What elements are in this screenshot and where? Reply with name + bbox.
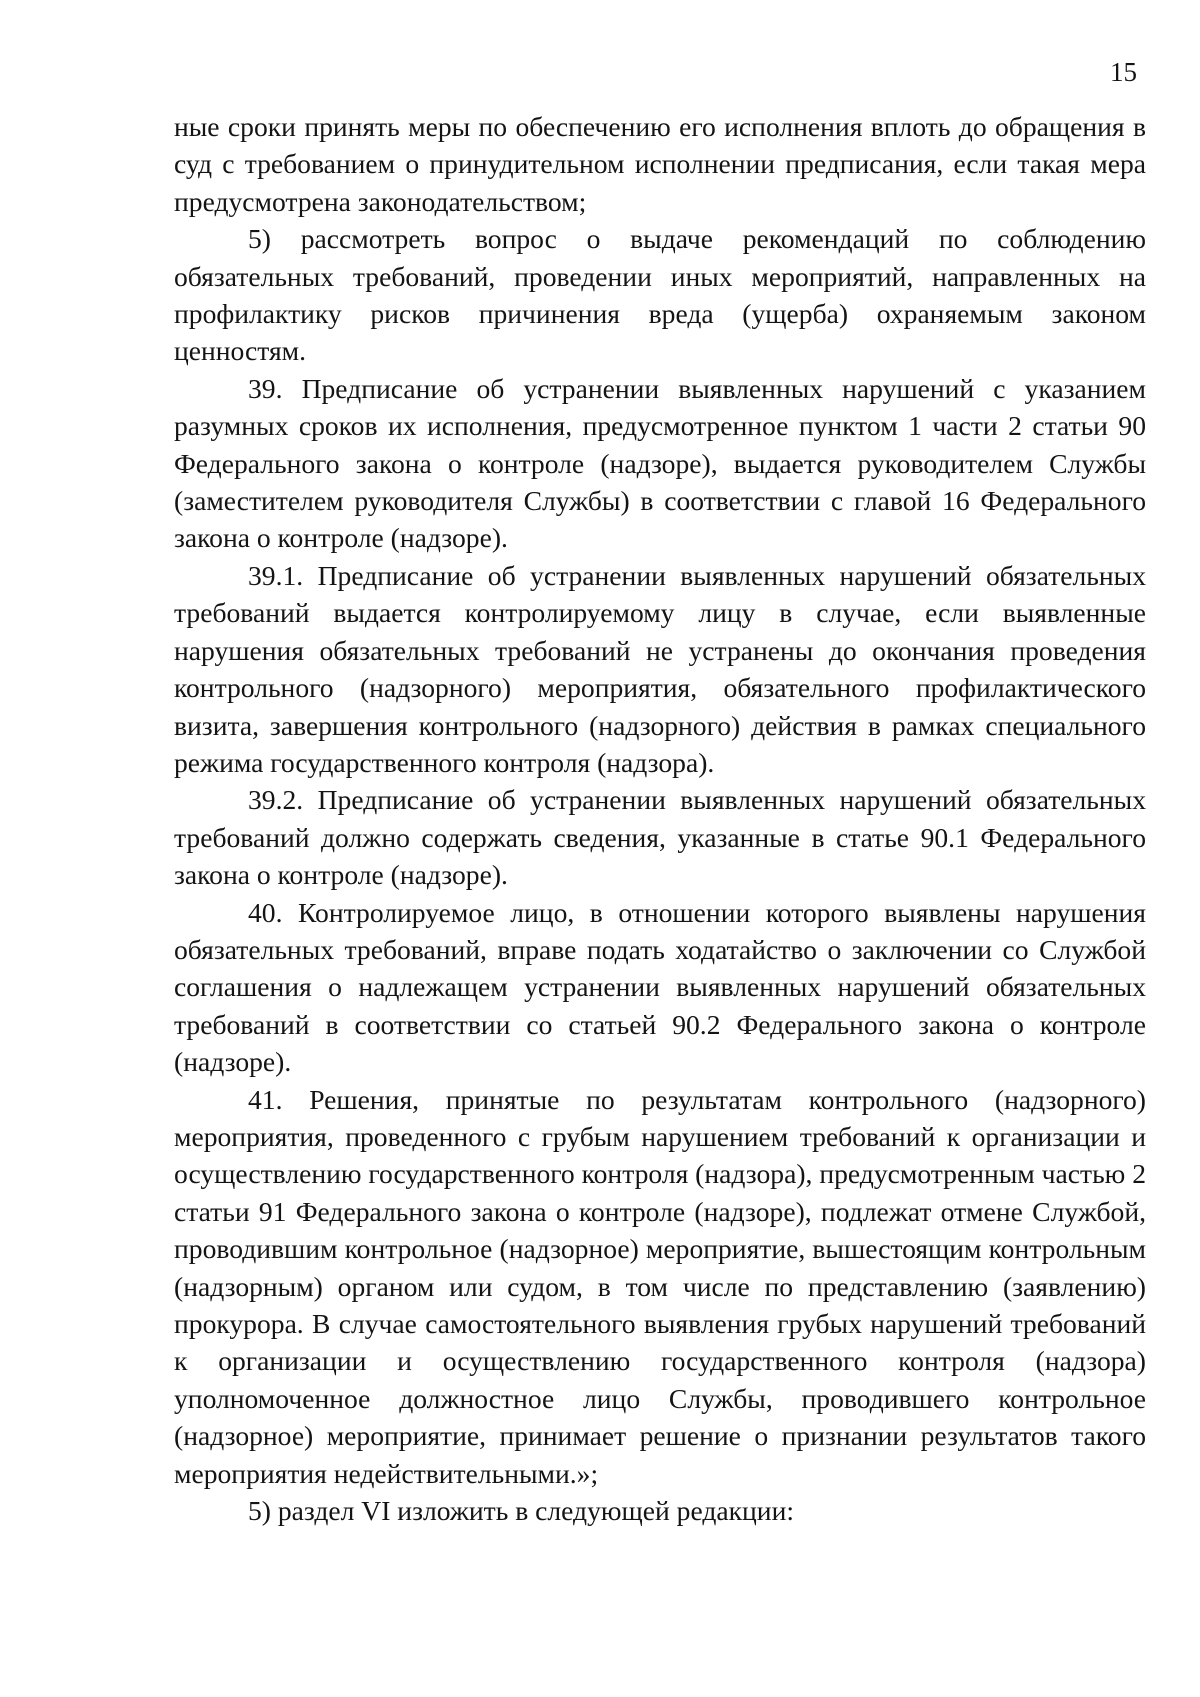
document-body <box>174 108 1146 1529</box>
paragraph-continuation: ные сроки принять меры по обеспечению его исполнения вплоть до обращения в суд с требованием о принудительном исполнении предписания, если такая мера предусмотрена законодательством; <box>174 111 1146 217</box>
paragraph-39: 39. Предписание об устранении выявленных нарушений с указанием разумных сроков их исполнения, предусмотренное пунктом 1 части 2 статьи 90 Федерального закона о контроле (надзоре), выдается руководителем Службы (заместителем руководителя Службы) в соответствии с главой 16 Федерального закона о контроле (надзоре). <box>174 372 1146 554</box>
paragraph-39-1: 39.1. Предписание об устранении выявленных нарушений обязательных требований выдается контролируемому лицу в случае, если выявленные нарушения обязательных требований не устранены до окончания проведения контрольного (надзорного) мероприятия, обязательного профилактического визита, завершения контрольного (надзорного) действия в рамках специального режима государственного контроля (надзора). <box>174 559 1146 778</box>
page-number: 15 <box>1110 57 1137 87</box>
paragraph-item-5-section-vi: 5) раздел VI изложить в следующей редакции: <box>248 1495 795 1527</box>
paragraph-40: 40. Контролируемое лицо, в отношении которого выявлены нарушения обязательных требований, вправе подать ходатайство о заключении со Службой соглашения о надлежащем устранении выявленных нарушений обязательных требований в соответствии со статьей 90.2 Федерального закона о контроле (надзоре). <box>174 896 1146 1078</box>
paragraph-41: 41. Решения, принятые по результатам контрольного (надзорного) мероприятия, проведенного с грубым нарушением требований к организации и осуществлению государственного контроля (надзора), предусмотренным частью 2 статьи 91 Федерального закона о контроле (надзоре), подлежат отмене Службой, проводившим контрольное (надзорное) мероприятие, вышестоящим контрольным (надзорным) органом или судом, в том числе по представлению (заявлению) прокурора. В случае самостоятельного выявления грубых нарушений требований к организации и осуществлению государственного контроля (надзора) уполномоченное должностное лицо Службы, проводившего контрольное (надзорное) мероприятие, принимает решение о признании результатов такого мероприятия недействительными.»; <box>174 1083 1146 1489</box>
paragraph-item-5-recommendations: 5) рассмотреть вопрос о выдаче рекомендаций по соблюдению обязательных требований, проведении иных мероприятий, направленных на профилактику рисков причинения вреда (ущерба) охраняемым законом ценностям. <box>174 223 1146 367</box>
paragraph-39-2: 39.2. Предписание об устранении выявленных нарушений обязательных требований должно содержать сведения, указанные в статье 90.1 Федерального закона о контроле (надзоре). <box>174 784 1146 891</box>
